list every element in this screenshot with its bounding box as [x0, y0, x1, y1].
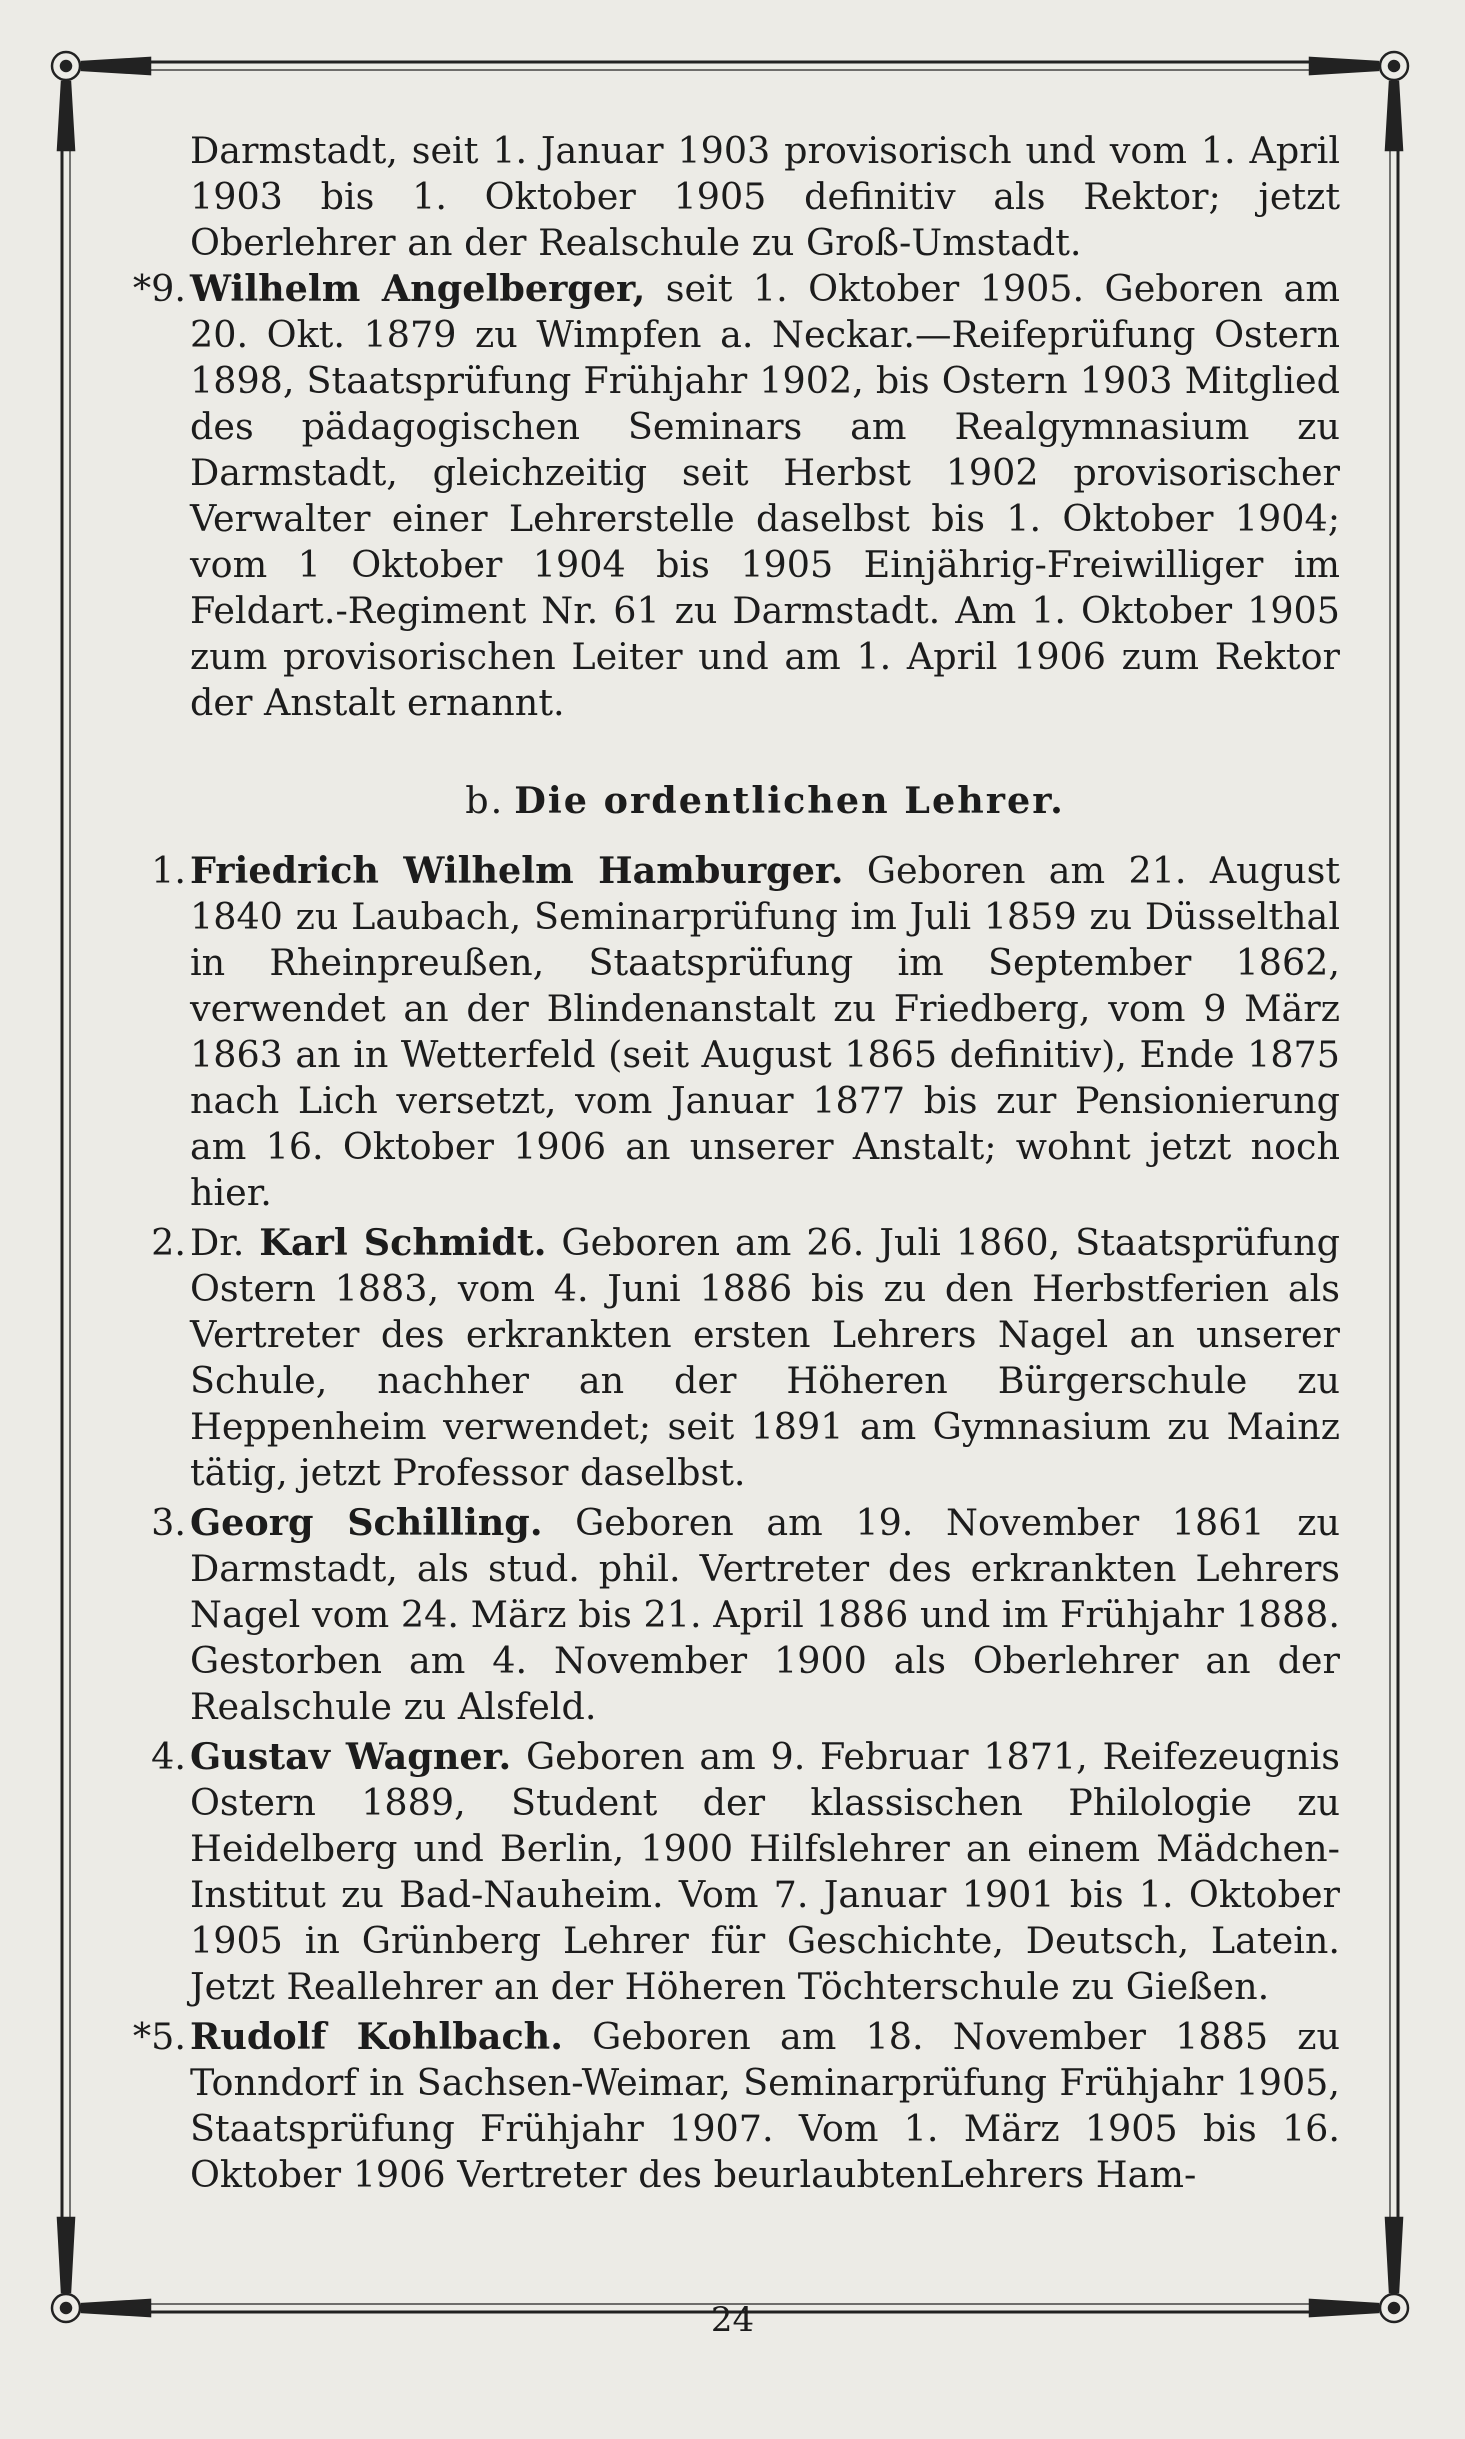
entry-text: Geboren am 19. November 1861 zu Darmstadt, als stud. phil. Vertreter des erkrankten Lehrers Nagel vom 24. März bis 21. April 1886 und im Frühjahr 1888. Gestorben am 4. November 1900 als Oberlehrer an der Realschule zu Alsfeld. — [190, 1501, 1340, 1728]
entry-number: 4. — [151, 1735, 186, 1778]
entry-text: Geboren am 21. August 1840 zu Laubach, Seminarprüfung im Juli 1859 zu Düsselthal in Rheinpreußen, Staatsprüfung im September 1862, verwendet an der Blindenanstalt zu Friedberg, vom 9 März 1863 an in Wetterfeld (seit August 1865 definitiv), Ende 1875 nach Lich versetzt, vom Januar 1877 bis zur Pensionierung am 16. Oktober 1906 an unserer Anstalt; wohnt jetzt noch hier. — [190, 849, 1340, 1214]
entry-text: Geboren am 9. Februar 1871, Reifezeugnis Ostern 1889, Student der klassischen Philologie zu Heidelberg und Berlin, 1900 Hilfslehrer an einem Mädchen-Institut zu Bad-Nauheim. Vom 7. Januar 1901 bis 1. Oktober 1905 in Grünberg Lehrer für Geschichte, Deutsch, Latein. Jetzt Reallehrer an der Höheren Töchterschule zu Gießen. — [190, 1735, 1340, 2008]
intro-paragraph: Darmstadt, seit 1. Januar 1903 provisorisch und vom 1. April 1903 bis 1. Oktober 1905 definitiv als Rektor; jetzt Oberlehrer an der Realschule zu Groß-Umstadt. — [190, 129, 1340, 264]
section-title: Die ordentlichen Lehrer. — [514, 779, 1065, 822]
page-number: 24 — [710, 2300, 755, 2340]
entry-text: Geboren am 26. Juli 1860, Staatsprüfung Ostern 1883, vom 4. Juni 1886 bis zu den Herbstferien als Vertreter des erkrankten ersten Lehrers Nagel an unserer Schule, nachher an der Höheren Bürgerschule zu Heppenheim verwendet; seit 1891 am Gymnasium zu Mainz tätig, jetzt Professor daselbst. — [190, 1221, 1340, 1494]
entry-number: *5. — [132, 2015, 186, 2058]
teacher-name: Rudolf Kohlbach. — [190, 2015, 563, 2058]
corner-ornament-top-left — [52, 52, 150, 150]
page-body — [132, 128, 1340, 2202]
entry-text: Geboren am 18. November 1885 zu Tonndorf in Sachsen-Weimar, Seminarprüfung Frühjahr 1905, Staatsprüfung Frühjahr 1907. Vom 1. März 1905 bis 16. Oktober 1906 Vertreter des beurlaubtenLehrers Ham- — [190, 2015, 1340, 2196]
teacher-entry-2 — [151, 1220, 1340, 1496]
teacher-name: Wilhelm Angelberger, — [190, 267, 646, 310]
teacher-entry-5 — [132, 2014, 1340, 2198]
entry-text: seit 1. Oktober 1905. Geboren am 20. Okt. 1879 zu Wimpfen a. Neckar.—Reifeprüfung Ostern 1898, Staatsprüfung Frühjahr 1902, bis Ostern 1903 Mitglied des pädagogischen Seminars am Realgymnasium zu Darmstadt, gleichzeitig seit Herbst 1902 provisorischer Verwalter einer Lehrerstelle daselbst bis 1. Oktober 1904; vom 1 Oktober 1904 bis 1905 Einjährig-Freiwilliger im Feldart.-Regiment Nr. 61 zu Darmstadt. Am 1. Oktober 1905 zum provisorischen Leiter und am 1. April 1906 zum Rektor der Anstalt ernannt. — [190, 267, 1340, 724]
entry-9 — [132, 266, 1340, 726]
name-prefix: Dr. — [190, 1221, 260, 1264]
entry-number: 1. — [151, 849, 186, 892]
teacher-name: Gustav Wagner. — [190, 1735, 512, 1778]
teacher-entry-3 — [151, 1500, 1340, 1730]
section-heading — [190, 778, 1340, 824]
entry-number: 2. — [151, 1221, 186, 1264]
teacher-entry-4 — [151, 1734, 1340, 2010]
entry-number: *9. — [132, 267, 186, 310]
section-letter: b. — [465, 779, 505, 822]
entry-number: 3. — [151, 1501, 186, 1544]
teacher-name: Karl Schmidt. — [259, 1221, 547, 1264]
teacher-name: Friedrich Wilhelm Hamburger. — [190, 849, 844, 892]
teacher-name: Georg Schilling. — [190, 1501, 543, 1544]
teacher-entry-1 — [151, 848, 1340, 1216]
